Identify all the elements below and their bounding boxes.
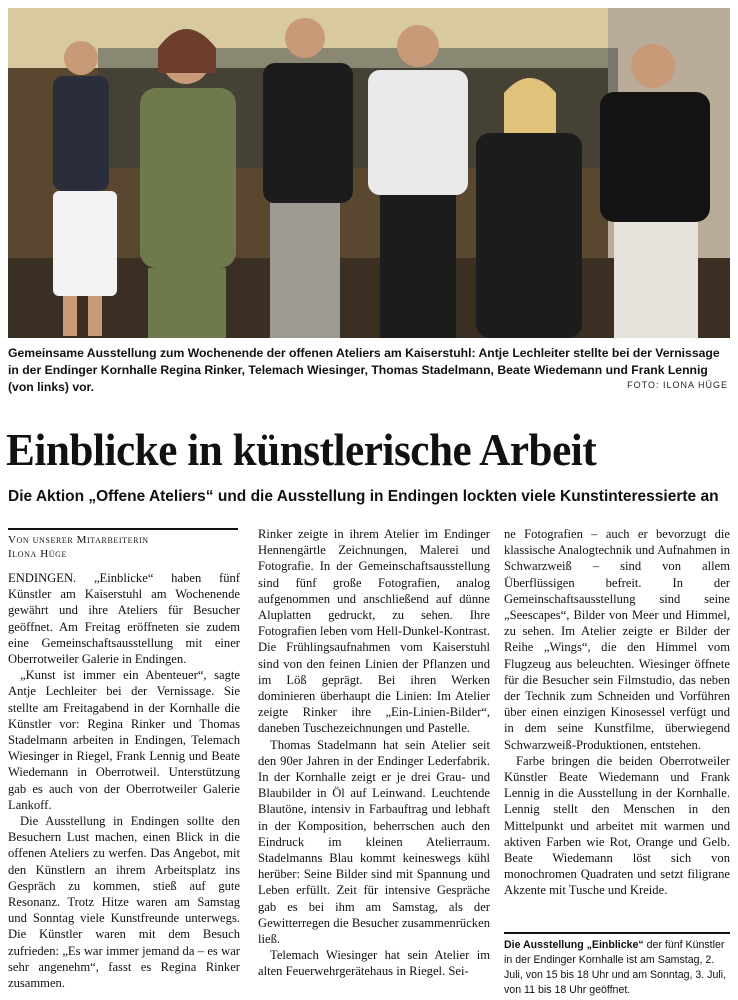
article-paragraph: Die Ausstellung in Endingen sollte den Besuchern Lust machen, einen Blick in die offenen Ateliers zu werfen. Das Angebot, mit den Künstlern an ihrem Arbeitsplatz ins Gespräch zu kommen, stieß auf gute Resonanz. Trotz Hitze waren am Samstag und Sonntag viele Kunstfreunde unterwegs. Die Künstler waren mit dem Besuch zufrieden: „Es war immer jemand da – es war sehr angenehm“, fasst es Regina Rinker zusammen. <box>8 814 240 991</box>
headline: Einblicke in künstlerische Arbeit <box>6 425 597 475</box>
article-paragraph: Thomas Stadelmann hat sein Atelier seit den 90er Jahren in der Endinger Lederfabrik. In der Kornhalle zeigt er je drei Grau- und Blaubilder in Öl auf Leinwand. Leuchtende Blautöne, intensiv in Farbauftrag und lebhaft in der Komposition, beherrschen auch den Eindruck im kleinen Atelierraum. Stadelmanns Blau kommt keineswegs kühl herüber: Seine Bilder sind mit Spannung und Leben erfüllt. Zeit für intensive Gespräche gab es bei ihm am Samstag, als der Gewitterregen die Besucher zusammenrücken ließ. <box>258 737 490 947</box>
subheadline: Die Aktion „Offene Ateliers“ und die Ausstellung in Endingen lockten viele Kunstinteressierte an <box>8 488 719 505</box>
byline <box>8 528 238 561</box>
info-box-lead: Die Ausstellung „Einblicke“ <box>504 939 644 951</box>
article-paragraph: „Kunst ist immer ein Abenteuer“, sagte Antje Lechleiter bei der Vernissage. Sie stellte am Freitagabend in der Kornhalle die Künstler vor: Regina Rinker und Thomas Stadelmann arbeiten in Endingen, Telemach Wiesinger in Riegel, Frank Lennig und Beate Wiedemann in Oberrotweil. Unterstützung gab es auch von der Oberrotweiler Galerie Lankoff. <box>8 668 240 812</box>
byline-role: Von unserer Mitarbeiterin <box>8 534 149 546</box>
photo-caption: Gemeinsame Ausstellung zum Wochenende der offenen Ateliers am Kaiserstuhl: Antje Lechleiter stellte bei der Vernissage in der Endinger Kornhalle Regina Rinker, Telemach Wiesinger, Thomas Stadelmann, Beate Wiedemann und Frank Lennig (von links) vor. <box>8 346 720 394</box>
article-column-3 <box>504 526 730 899</box>
article-paragraph: ENDINGEN. „Einblicke“ haben fünf Künstler am Kaiserstuhl am Wochenende gewährt und ihre Ateliers für Besucher geöffnet. Am Freitag eröffneten sie zudem eine Gemeinschaftsausstellung mit einer Oberrotweiler Galerie in Endingen. <box>8 571 240 667</box>
article-column-2 <box>258 526 490 980</box>
group-photo <box>8 8 730 338</box>
article-paragraph: Farbe bringen die beiden Oberrotweiler Künstler Beate Wiedemann und Frank Lennig in die Ausstellung in der Kornhalle. Lennig stellt den Menschen in den Mittelpunkt und arbeitet mit warmen und aktiven Farben wie Rot, Orange und Gelb. Beate Wiedemann löst sich von monochromen Quadraten und setzt filigrane Akzente mit Tusche und Kreide. <box>504 753 730 898</box>
article-paragraph: Rinker zeigte in ihrem Atelier im Endinger Hennengärtle Zeichnungen, Malerei und Fotografie. In der Gemeinschaftsausstellung sind fünf große Fotografien, analog aufgenommen und anschließend auf dünne Aluplatten gedruckt, zu sehen. Ihre Fotografien leben vom Hell-Dunkel-Kontrast. Die Frühlingsaufnahmen vom Kaiserstuhl sind von den feinen Linien der Pflanzen und im Löß geprägt. Bei ihren Werken dominieren überhaupt die Linien: Im Atelier zeigte Rinker ihre „Ein-Linien-Bilder“, daneben Tuschezeichnungen und Pastelle. <box>258 527 490 736</box>
photo-credit: FOTO: ILONA HÜGE <box>627 380 728 390</box>
article-paragraph: Telemach Wiesinger hat sein Atelier im alten Feuerwehrgerätehaus in Riegel. Sei- <box>258 948 490 979</box>
exhibition-info-box <box>504 932 730 998</box>
byline-author: Ilona Hüge <box>8 548 68 560</box>
article-column-1 <box>8 570 240 991</box>
article-paragraph: ne Fotografien – auch er bevorzugt die klassische Analogtechnik und Aufnahmen in Schwarzweiß – sind von allem Überflüssigen befreit. In der Gemeinschaftsausstellung sind seine „Seescapes“, Bilder von Meer und Himmel, zu sehen. Im Atelier zeigte er Bilder der Reihe „Wings“, die den Himmel vom Flugzeug aus beleuchten. Wiesinger öffnete für die Besucher sein Filmstudio, das neben der Technik zum Schneiden und Vorführen über einen einzigen Kinosessel verfügt und in dem seine Kunstfilme, überwiegend Schwarzweiß-Produktionen, entstehen. <box>504 527 730 752</box>
info-box-text: der fünf Künstler in der Endinger Kornhalle ist am Samstag, 2. Juli, von 15 bis 18 Uhr und am Sonntag, 3. Juli, von 11 bis 18 Uhr geöffnet. <box>504 939 727 996</box>
group-photo-image <box>8 8 730 338</box>
